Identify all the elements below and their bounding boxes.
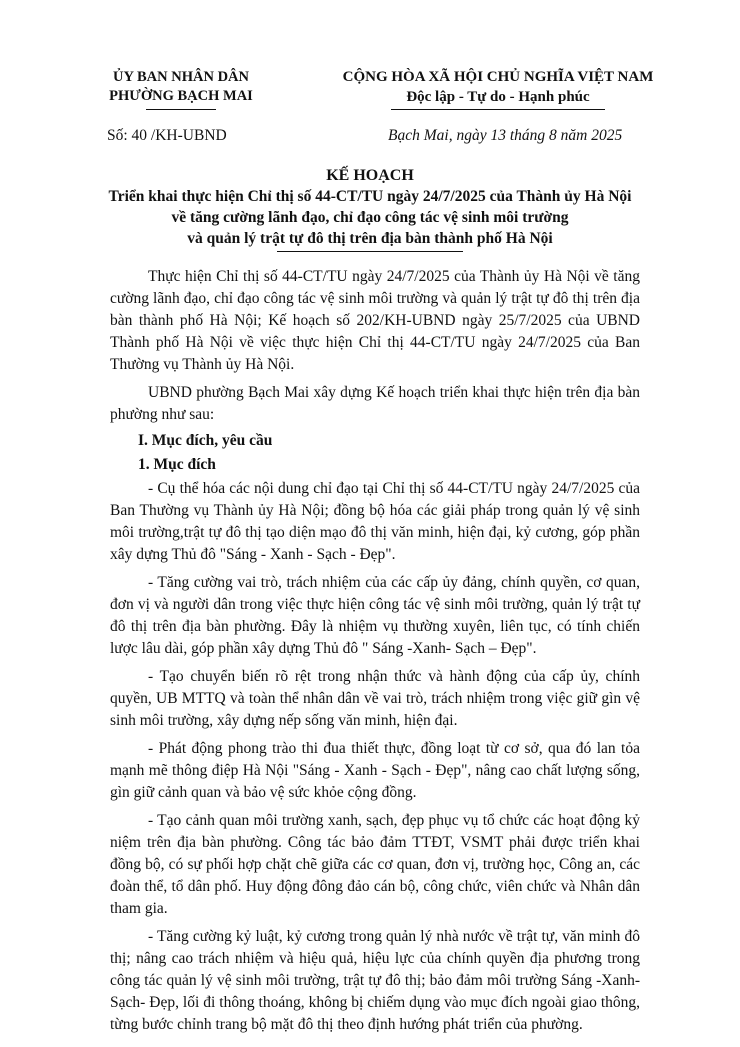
document-date: Bạch Mai, ngày 13 tháng 8 năm 2025 [388, 127, 623, 144]
section-heading: I. Mục đích, yêu cầu [138, 432, 273, 449]
document-body [110, 266, 640, 1036]
nation-name: CỘNG HÒA XÃ HỘI CHỦ NGHĨA VIỆT NAM [342, 69, 654, 85]
intro-paragraph-2: UBND phường Bạch Mai xây dựng Kế hoạch triển khai thực hiện trên địa bàn phường như sau: [110, 384, 640, 423]
body-paragraph: - Phát động phong trào thi đua thiết thực, đồng loạt từ cơ sở, qua đó lan tỏa mạnh mẽ thông điệp Hà Nội "Sáng - Xanh - Sạch - Đẹp", nâng cao chất lượng sống, gìn giữ cảnh quan và bảo vệ sức khỏe cộng đồng. [110, 740, 640, 801]
subsection-heading: 1. Mục đích [138, 456, 216, 473]
body-paragraph: - Cụ thể hóa các nội dung chỉ đạo tại Chỉ thị số 44-CT/TU ngày 24/7/2025 của Ban Thường vụ Thành ủy Hà Nội; đồng bộ hóa các giải pháp trong quản lý vệ sinh môi trường,trật tự đô thị tạo diện mạo đô thị văn minh, hiện đại, kỷ cương, góp phần xây dựng Thủ đô "Sáng - Xanh - Sạch - Đẹp". [110, 480, 640, 563]
nation-motto: Độc lập - Tự do - Hạnh phúc [406, 89, 590, 105]
org-underline [146, 109, 216, 110]
national-motto [318, 68, 678, 110]
body-paragraph: - Tăng cường vai trò, trách nhiệm của các cấp ủy đảng, chính quyền, cơ quan, đơn vị và người dân trong việc thực hiện công tác vệ sinh môi trường, quản lý trật tự đô thị trên địa bàn phường. Đây là nhiệm vụ thường xuyên, liên tục, có tính chiến lược lâu dài, góp phần xây dựng Thủ đô " Sáng -Xanh- Sạch – Đẹp". [110, 574, 640, 657]
title-underline [277, 251, 463, 252]
document-title-block [90, 165, 650, 252]
title-line-3: và quản lý trật tự đô thị trên địa bàn thành phố Hà Nội [187, 230, 553, 247]
document-type: KẾ HOẠCH [326, 167, 414, 184]
org-line-2: PHƯỜNG BẠCH MAI [109, 88, 253, 104]
body-paragraph: - Tạo chuyển biến rõ rệt trong nhận thức và hành động của cấp ủy, chính quyền, UB MTTQ và toàn thể nhân dân về vai trò, trách nhiệm trong việc giữ gìn vệ sinh môi trường, xây dựng nếp sống văn minh, hiện đại. [110, 668, 640, 729]
org-line-1: ỦY BAN NHÂN DÂN [112, 69, 249, 85]
title-line-2: về tăng cường lãnh đạo, chỉ đạo công tác vệ sinh môi trường [171, 209, 569, 226]
motto-underline [391, 109, 605, 110]
body-paragraph: - Tạo cảnh quan môi trường xanh, sạch, đẹp phục vụ tổ chức các hoạt động kỷ niệm trên địa bàn phường. Công tác bảo đảm TTĐT, VSMT phải được triển khai đồng bộ, có sự phối hợp chặt chẽ giữa các cơ quan, đơn vị, trường học, Công an, các đoàn thể, tổ dân phố. Huy động đông đảo cán bộ, công chức, viên chức và Nhân dân tham gia. [110, 812, 640, 917]
body-paragraph: - Tăng cường kỷ luật, kỷ cương trong quản lý nhà nước về trật tự, văn minh đô thị; nâng cao trách nhiệm và hiệu quả, hiệu lực của chính quyền địa phương trong công tác quản lý vệ sinh môi trường, trật tự đô thị; bảo đảm môi trường Sáng -Xanh-Sạch- Đẹp, lối đi thông thoáng, không bị chiếm dụng vào mục đích ngoài giao thông, từng bước chỉnh trang bộ mặt đô thị theo định hướng phát triển của phường. [110, 928, 640, 1033]
document-number: Số: 40 /KH-UBND [107, 127, 227, 144]
intro-paragraph: Thực hiện Chỉ thị số 44-CT/TU ngày 24/7/2025 của Thành ủy Hà Nội về tăng cường lãnh đạo, chỉ đạo công tác vệ sinh môi trường và quản lý trật tự đô thị trên địa bàn thành phố Hà Nội; Kế hoạch số 202/KH-UBND ngày 25/7/2025 của UBND Thành phố Hà Nội về việc thực hiện Chỉ thị 44-CT/TU ngày 24/7/2025 của Ban Thường vụ Thành ủy Hà Nội. [110, 268, 640, 373]
issuing-organization [96, 68, 266, 110]
title-line-1: Triển khai thực hiện Chỉ thị số 44-CT/TU ngày 24/7/2025 của Thành ủy Hà Nội [108, 188, 632, 205]
